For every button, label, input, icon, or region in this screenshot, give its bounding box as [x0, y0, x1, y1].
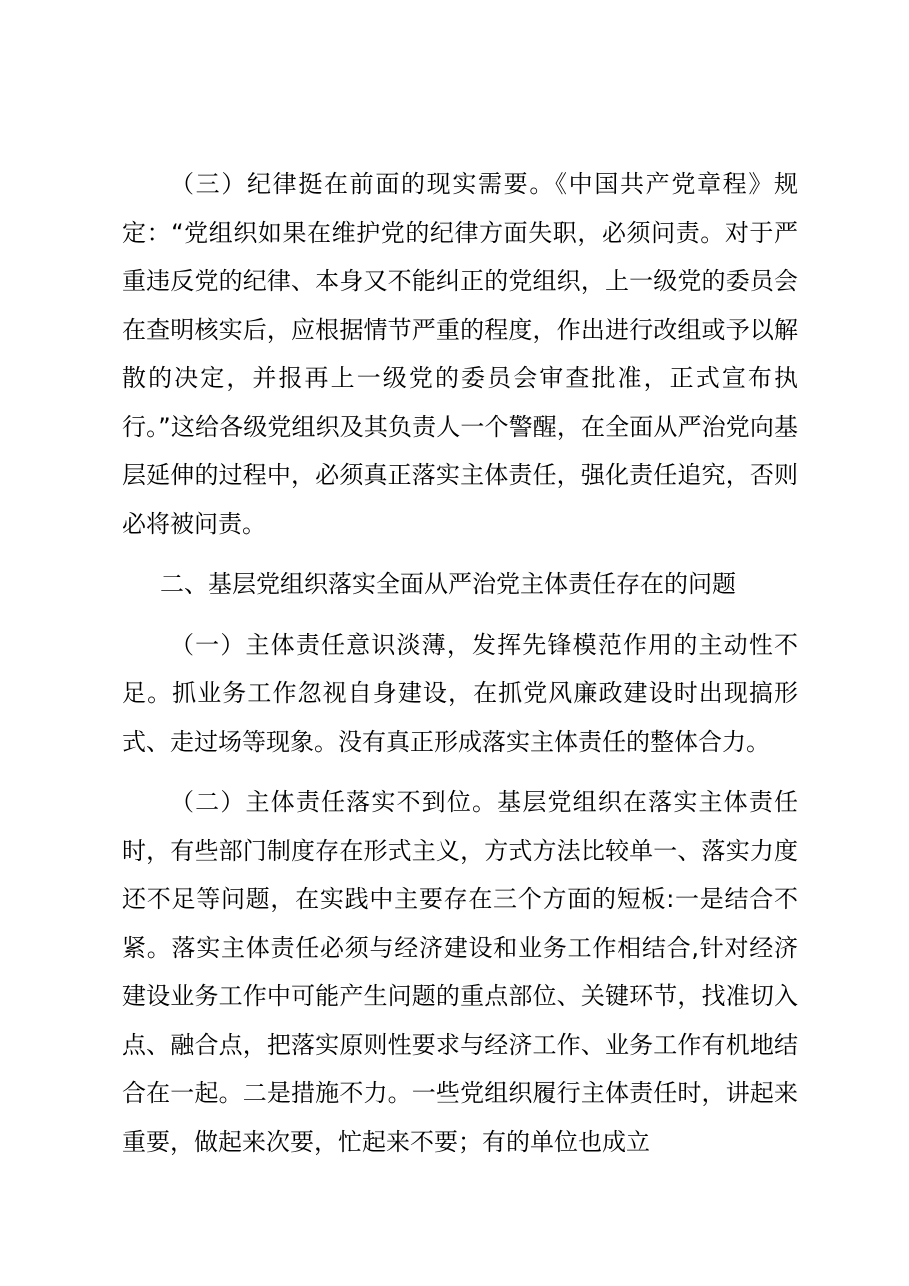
paragraph-implementation-gaps: （二）主体责任落实不到位。基层党组织在落实主体责任时，有些部门制度存在形式主义，方式方法比较单一、落实力度还不足等问题，在实践中主要存在三个方面的短板:一是结合不紧。落实主体责任必须与经济建设和业务工作相结合,针对经济建设业务工作中可能产生问题的重点部位、关键环节，找准切入点、融合点，把落实原则性要求与经济工作、业务工作有机地结合在一起。二是措施不力。一些党组织履行主体责任时，讲起来重要，做起来次要，忙起来不要；有的单位也成立 — [122, 788, 798, 1156]
paragraph-discipline-requirement: （三）纪律挺在前面的现实需要。《中国共产党章程》规定：“党组织如果在维护党的纪律方面失职，必须问责。对于严重违反党的纪律、本身又不能纠正的党组织，上一级党的委员会在查明核实后，应根据情节严重的程度，作出进行改组或予以解散的决定，并报再上一级党的委员会审查批准，正式宣布执行。”这给各级党组织及其负责人一个警醒，在全面从严治党向基层延伸的过程中，必须真正落实主体责任，强化责任追究，否则必将被问责。 — [122, 170, 798, 538]
section-heading-problems: 二、基层党组织落实全面从严治党主体责任存在的问题 — [160, 570, 736, 598]
document-body — [122, 160, 798, 1178]
paragraph-weak-awareness: （一）主体责任意识淡薄，发挥先锋模范作用的主动性不足。抓业务工作忽视自身建设，在抓党风廉政建设时出现搞形式、走过场等现象。没有真正形成落实主体责任的整体合力。 — [122, 630, 798, 756]
